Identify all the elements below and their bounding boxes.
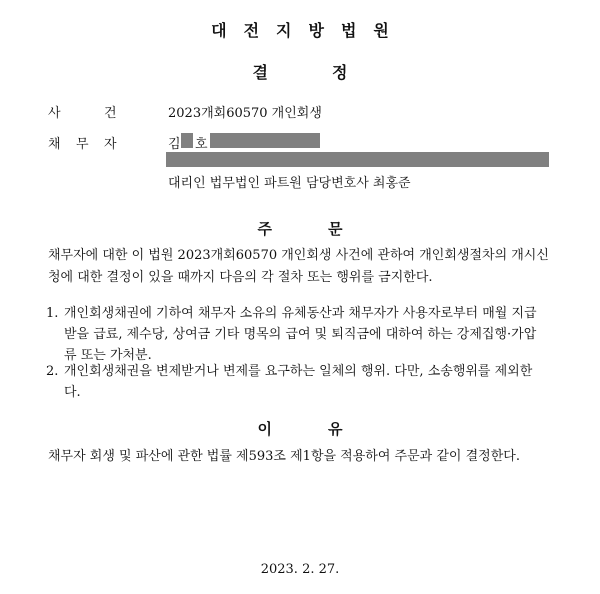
redaction-id — [210, 133, 320, 148]
debtor-label-char-2: 무 — [76, 137, 89, 152]
case-label-char-2: 건 — [104, 106, 117, 121]
redaction-name-middle — [181, 133, 193, 148]
order-item-2-text: 개인회생채권을 변제받거나 변제를 요구하는 일체의 행위. 다만, 소송행위를 제외한다. — [64, 364, 533, 400]
document-type-right: 정 — [332, 63, 348, 82]
reason-heading — [0, 418, 600, 439]
reason-heading-right: 유 — [328, 420, 343, 438]
order-item-1-text: 개인회생채권에 기하여 채무자 소유의 유체동산과 채무자가 사용자로부터 매월 지급받을 급료, 제수당, 상여금 기타 명목의 급여 및 퇴직금에 대하여 하는 강제집행·가압류 또는 가처분. — [64, 306, 537, 363]
order-intro: 채무자에 대한 이 법원 2023개회60570 개인회생 사건에 관하여 개인회생절차의 개시신청에 대한 결정이 있을 때까지 다음의 각 절차 또는 행위를 금지한다. — [48, 248, 549, 285]
order-list-item-1 — [46, 303, 542, 366]
case-number: 2023개회60570 개인회생 — [168, 106, 322, 121]
case-label-char-1: 사 — [48, 106, 61, 121]
debtor-name-first: 김 — [168, 137, 181, 152]
reason-text: 채무자 회생 및 파산에 관한 법률 제593조 제1항을 적용하여 주문과 같이 결정한다. — [48, 449, 520, 464]
redaction-address — [166, 152, 549, 167]
order-list-item-2 — [46, 361, 542, 403]
document-type — [0, 60, 600, 83]
order-heading — [0, 218, 600, 239]
decision-date: 2023. 2. 27. — [260, 562, 340, 577]
court-name: 대전지방법원 — [211, 21, 406, 40]
order-item-2-number: 2. — [46, 364, 59, 379]
debtor-label-char-3: 자 — [104, 137, 117, 152]
document-type-left: 결 — [252, 63, 268, 82]
reason-heading-left: 이 — [257, 420, 272, 438]
order-heading-left: 주 — [257, 220, 272, 238]
order-heading-right: 문 — [328, 220, 343, 238]
order-item-1-number: 1. — [46, 306, 59, 321]
debtor-name-last: 호 — [195, 137, 208, 152]
debtor-representative: 대리인 법무법인 파트원 담당변호사 최홍준 — [168, 176, 411, 191]
debtor-label-char-1: 채 — [48, 137, 61, 152]
